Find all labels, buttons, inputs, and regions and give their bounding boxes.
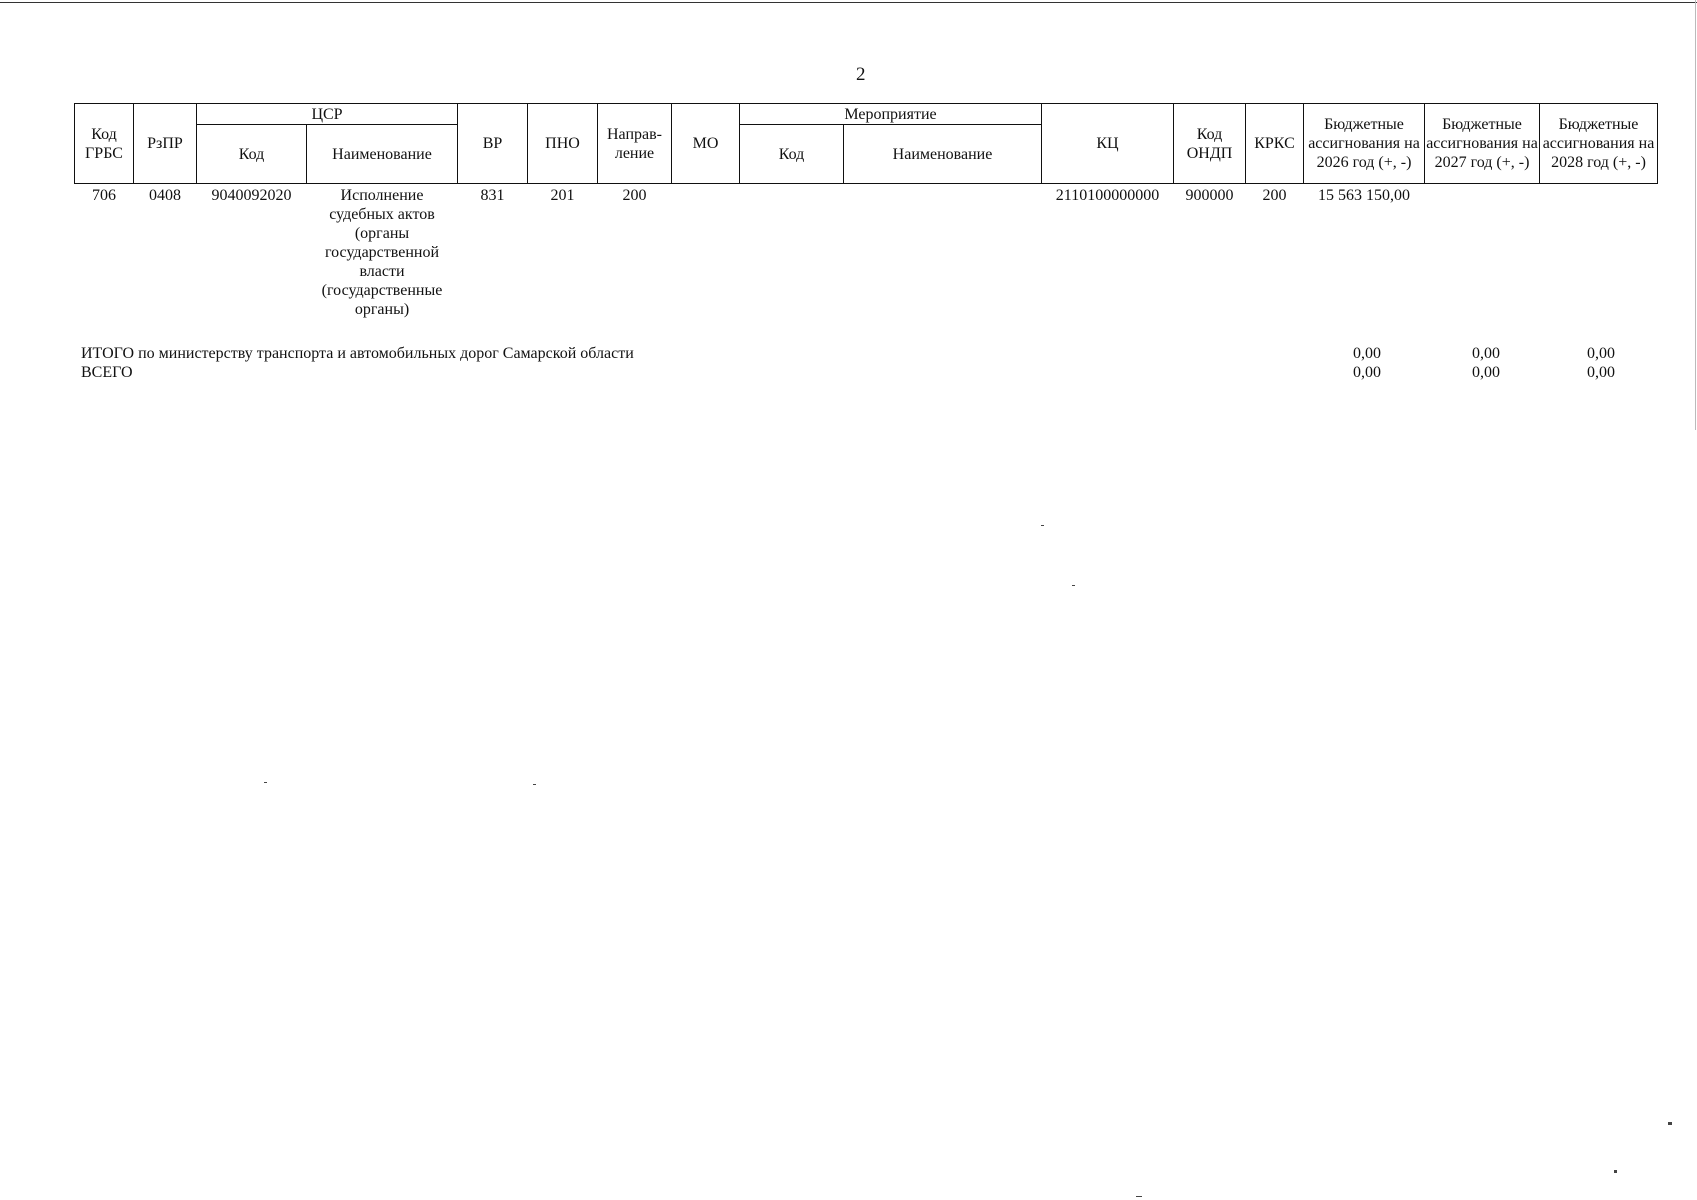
total-value-2027: 0,00 [1472,364,1500,381]
header-ba-2028: Бюджетные ассигнования на 2028 год (+, -) [1540,104,1658,184]
cell-csr-kod: 9040092020 [211,187,292,204]
header-kod-ondp: Код ОНДП [1174,104,1246,184]
cell-ba-2027 [1425,184,1540,320]
header-kod-grbs: Код ГРБС [75,104,134,184]
cell-krks: 200 [1262,187,1287,204]
right-scan-border [1695,0,1696,430]
header-meropriyatie-group: Мероприятие [740,104,1042,125]
cell-pno: 201 [550,187,575,204]
header-csr-group: ЦСР [197,104,458,125]
scan-speck [1668,1122,1672,1125]
header-krks: КРКС [1246,104,1304,184]
header-pno: ПНО [528,104,598,184]
cell-rzpr: 0408 [149,187,181,204]
cell-kod-grbs: 706 [92,187,116,204]
cell-ba-2026: 15 563 150,00 [1318,187,1410,204]
header-mer-kod: Код [740,125,844,184]
header-napravlenie: Направ-ление [598,104,672,184]
header-csr-kod: Код [197,125,307,184]
cell-csr-name: Исполнение судебных актов (органы государственной власти (государственные органы) [321,187,443,318]
header-rzpr: РзПР [134,104,197,184]
scan-speck [264,782,267,783]
scan-speck [1072,585,1075,586]
header-row-group [75,104,1658,125]
budget-table [74,103,1658,319]
header-ba-2027: Бюджетные ассигнования на 2027 год (+, -) [1425,104,1540,184]
cell-mer-kod [740,184,844,320]
scan-speck [1614,1170,1617,1173]
cell-mo [672,184,740,320]
cell-ba-2028 [1540,184,1658,320]
cell-vr: 831 [480,187,505,204]
cell-mer-name [844,184,1042,320]
header-csr-name: Наименование [307,125,458,184]
cell-kod-ondp: 900000 [1185,187,1234,204]
total-value-2026: 0,00 [1353,364,1381,381]
scan-speck [1041,525,1044,526]
header-ba-2026: Бюджетные ассигнования на 2026 год (+, -) [1304,104,1425,184]
top-scan-border [0,2,1697,3]
cell-kc: 2110100000000 [1055,187,1160,204]
total-value-2028: 0,00 [1587,364,1615,381]
header-kc: КЦ [1042,104,1174,184]
total-value-2026: 0,00 [1353,345,1381,362]
total-value-2027: 0,00 [1472,345,1500,362]
total-label: ВСЕГО [81,364,133,381]
page-number: 2 [856,64,866,85]
scan-speck [1136,1196,1142,1197]
total-value-2028: 0,00 [1587,345,1615,362]
table-row [75,184,1658,320]
total-label: ИТОГО по министерству транспорта и автомобильных дорог Самарской области [81,345,634,362]
header-mer-name: Наименование [844,125,1042,184]
cell-napravlenie: 200 [622,187,647,204]
scan-speck [533,784,536,785]
header-vr: ВР [458,104,528,184]
header-mo: МО [672,104,740,184]
